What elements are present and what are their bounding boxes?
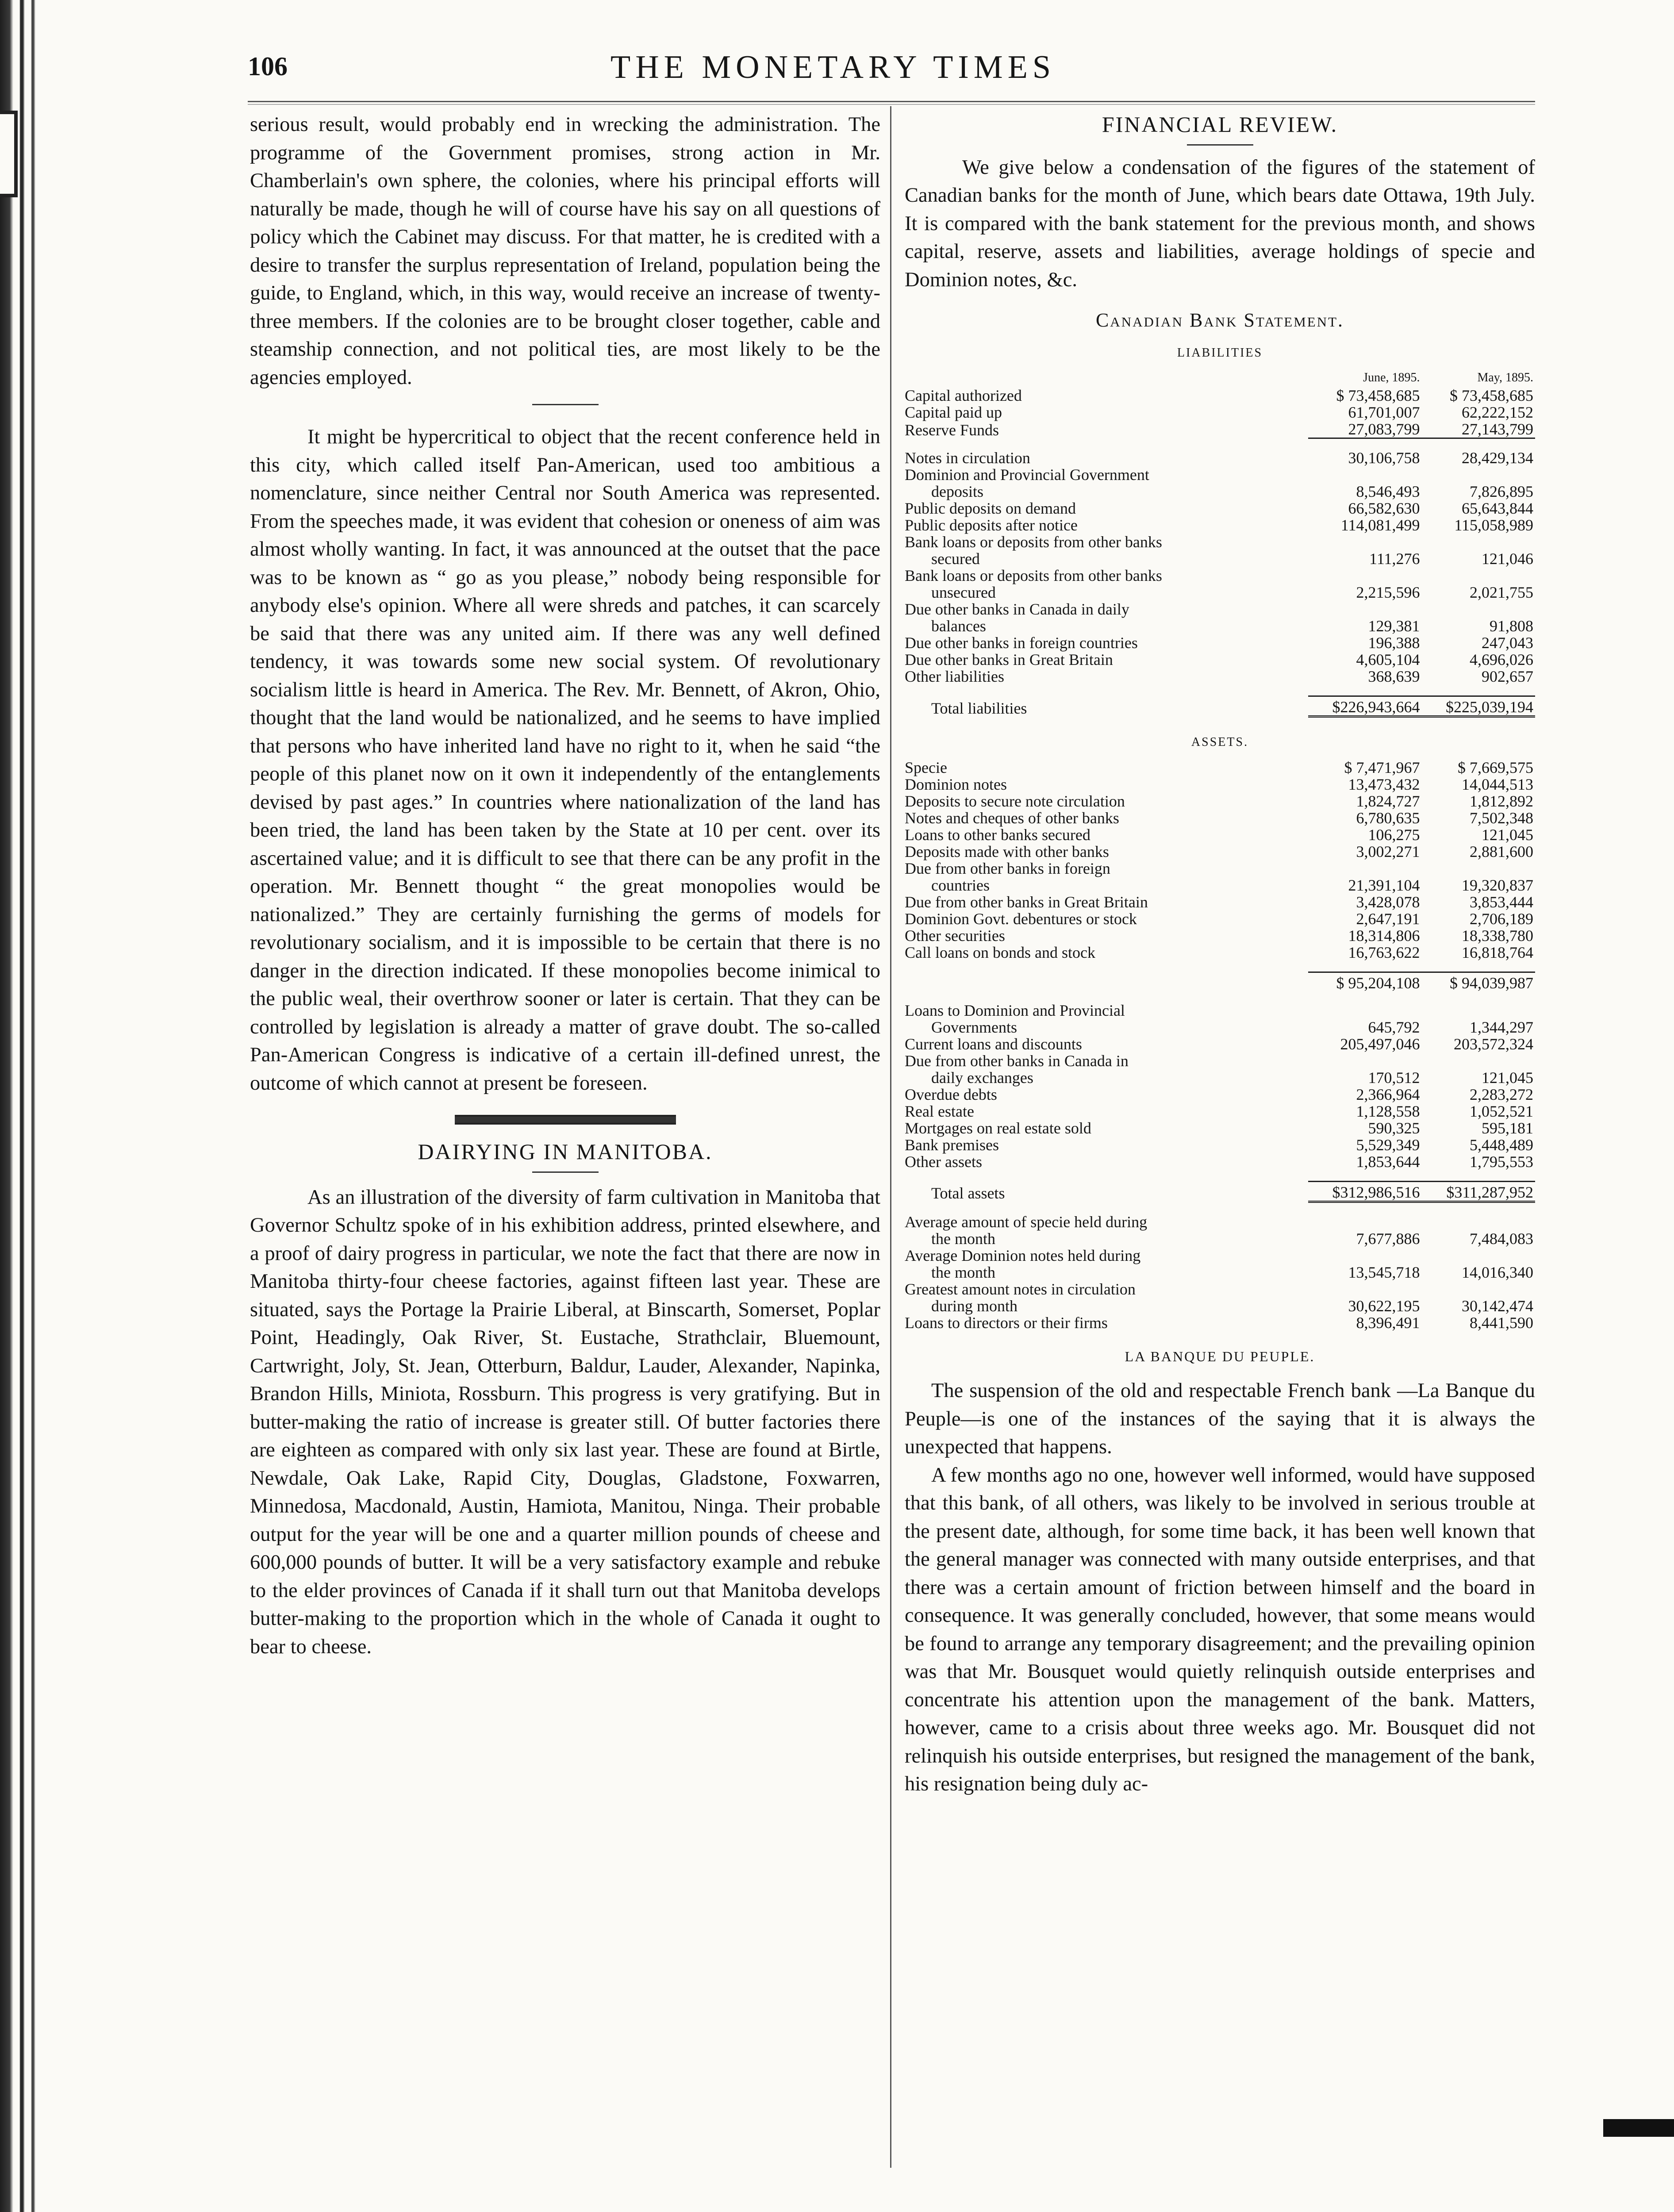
table-row	[905, 843, 1535, 860]
june-value: 3,002,271	[1356, 842, 1420, 860]
june-value: 18,314,806	[1348, 926, 1420, 945]
june-value: 129,381	[1368, 617, 1420, 635]
bank-statement-title: Canadian Bank Statement.	[1095, 309, 1344, 331]
may-value: 14,016,340	[1462, 1263, 1533, 1281]
article-continuation-paragraph: serious result, would probably end in wrecking the administration. The programme of the Government promises, strong action in Mr. Chamberlain's own sphere, the colonies, where his principal efforts will naturally be made, though he will of course have his say on all questions of policy which the Cabinet may discuss. For that matter, he is credited with a desire to transfer the surplus representation of Ireland, population being the guide, to England, which, in this way, would receive an increase of twenty-three members. If the colonies are to be brought closer together, cable and steamship connection, and not political ties, are most likely to be the agencies employed.	[250, 113, 880, 389]
table-row	[905, 500, 1535, 517]
row-label: Total assets	[931, 1184, 1005, 1202]
june-value: $ 73,458,685	[1336, 387, 1420, 404]
row-label: Overdue debts	[905, 1085, 997, 1103]
row-label: Due from other banks in Canada in	[905, 1052, 1129, 1070]
table-row	[905, 927, 1535, 944]
banque-paragraph-1: The suspension of the old and respectable French bank —La Banque du Peuple—is one of the instances of the saying that it is always the unexpected that happens.	[905, 1379, 1535, 1458]
table-row	[905, 1230, 1535, 1247]
may-value: 14,044,513	[1462, 775, 1533, 793]
june-value: 13,545,718	[1348, 1263, 1420, 1281]
row-label: Notes and cheques of other banks	[905, 809, 1119, 827]
may-value: 7,484,083	[1470, 1229, 1533, 1248]
may-value: 121,046	[1482, 550, 1533, 568]
page-number: 106	[248, 52, 288, 81]
june-value: 2,215,596	[1356, 584, 1420, 601]
table-row	[905, 404, 1535, 421]
june-value: 2,366,964	[1356, 1085, 1420, 1103]
table-row	[905, 1002, 1535, 1019]
june-value: 66,582,630	[1348, 499, 1420, 517]
table-row	[905, 567, 1535, 584]
row-label: Capital authorized	[905, 387, 1022, 404]
row-label: Bank loans or deposits from other banks	[905, 533, 1162, 551]
table-row	[905, 1036, 1535, 1052]
june-value: 3,428,078	[1356, 893, 1420, 911]
table-row	[905, 1137, 1535, 1153]
row-label-cont: deposits	[931, 483, 984, 500]
table-row	[905, 894, 1535, 910]
page-binding-edge	[0, 0, 53, 2212]
table-row	[905, 668, 1535, 685]
may-value: 203,572,324	[1454, 1035, 1533, 1053]
june-value: 170,512	[1368, 1068, 1420, 1087]
table-row	[905, 466, 1535, 483]
table-row	[905, 1120, 1535, 1137]
row-label: Mortgages on real estate sold	[905, 1119, 1091, 1137]
row-label: Specie	[905, 758, 947, 776]
table-row	[905, 1298, 1535, 1314]
june-value: $226,943,664	[1308, 696, 1422, 717]
table-row	[905, 651, 1535, 668]
june-value: 368,639	[1368, 668, 1420, 685]
pan-american-paragraph: It might be hypercritical to object that the recent conference held in this city, which called itself Pan-American, used too ambitious a nomenclature, since neither Central nor South America was represented. From the speeches made, it was evident that cohesion or oneness of aim was almost wholly wanting. In fact, it was announced at the outset that the pace was to be known as “ go as you please,” nobody being responsible for anybody else's opinion. Where all were shreds and patches, it can scarcely be said that there was any united aim. If there was any well defined tendency, it was towards some new social system. Of revolutionary socialism little is heard in America. The Rev. Mr. Bennett, of Akron, Ohio, thought that the land would be nationalized, and he seems to have implied that persons who have inherited land have no right to it, when he said “the people of this planet now on it own it independently of the entanglements devised by past ages.” In countries where nationalization of the land has been tried, the land has been taken by the State at 10 per cent. over its ascertained value; and it is difficult to see that there can be any profit in the operation. Mr. Bennett thought “ the great monopolies would be nationalized.” They are certainly furnishing the germs of models for revolutionary socialism, and it is impossible to be certain that there is no danger in the direction indicated. If these monopolies become inimical to the public weal, their overthrow sooner or later is certain. That they can be controlled by legislation is already a matter of grave doubt. The so-called Pan-American Congress is indicative of a certain ill-defined unrest, the outcome of which cannot at present be foreseen.	[250, 426, 880, 1094]
row-label: Dominion and Provincial Government	[905, 466, 1149, 484]
june-value: 106,275	[1368, 826, 1420, 844]
may-value: $311,287,952	[1422, 1181, 1536, 1202]
table-row	[905, 584, 1535, 601]
may-value: 595,181	[1482, 1119, 1533, 1137]
row-label: Capital paid up	[905, 403, 1002, 421]
title-underline	[1187, 144, 1253, 146]
table-row	[905, 534, 1535, 550]
may-value: 7,502,348	[1470, 809, 1533, 827]
may-value: 8,441,590	[1470, 1313, 1533, 1332]
table-row	[905, 860, 1535, 877]
june-value: 13,473,432	[1348, 775, 1420, 793]
table-row	[905, 1086, 1535, 1103]
row-label: Bank loans or deposits from other banks	[905, 567, 1162, 584]
total-assets-row	[905, 1181, 1535, 1202]
row-label: Loans to directors or their firms	[905, 1313, 1108, 1332]
table-row	[905, 877, 1535, 894]
may-value: 247,043	[1482, 634, 1533, 652]
june-value: 645,792	[1368, 1018, 1420, 1036]
may-value: 18,338,780	[1462, 926, 1533, 945]
june-value: 196,388	[1368, 634, 1420, 652]
table-row	[905, 1052, 1535, 1069]
table-row	[905, 618, 1535, 634]
col-june-header: June, 1895.	[1363, 371, 1420, 384]
row-label-cont: the month	[931, 1229, 995, 1248]
bank-statement-table	[905, 369, 1535, 718]
page-edge-mark	[1603, 2106, 1674, 2146]
june-value: 61,701,007	[1348, 403, 1420, 421]
june-value: 21,391,104	[1348, 876, 1420, 894]
may-value: $ 7,669,575	[1458, 758, 1533, 776]
column-divider	[890, 106, 891, 2168]
banque-paragraph-2: A few months ago no one, however well informed, would have supposed that this bank, of all others, was likely to be involved in serious trouble at the present date, although, for some time back, it has been well known that the general manager was connected with many outside enterprises, and that there was a certain amount of friction between himself and the board in consequence. It was generally concluded, however, that some means would be found to arrange any temporary disagreement; and the prevailing opinion was that Mr. Bousquet would quietly relinquish outside enterprises and concentrate his attention upon the management of the bank. Matters, however, came to a crisis about three weeks ago. Mr. Bousquet did not relinquish his outside enterprises, but resigned the management of the bank, his resignation being duly ac-	[905, 1463, 1535, 1795]
row-label: Real estate	[905, 1102, 974, 1120]
table-row	[905, 1069, 1535, 1086]
june-value: $ 95,204,108	[1308, 972, 1422, 991]
june-value: 8,546,493	[1356, 483, 1420, 500]
table-row	[905, 759, 1535, 776]
page-header	[248, 49, 1531, 97]
table-row	[905, 826, 1535, 843]
june-value: 590,325	[1368, 1119, 1420, 1137]
table-row	[905, 810, 1535, 826]
heavy-separator	[455, 1115, 676, 1125]
row-label: Other securities	[905, 926, 1005, 945]
june-value: 8,396,491	[1356, 1313, 1420, 1332]
may-value: 2,706,189	[1470, 910, 1533, 928]
financial-review-paragraph: We give below a condensation of the figures of the statement of Canadian banks for the month of June, which bears date Ottawa, 19th July. It is compared with the bank statement for the previous month, and shows capital, reserve, assets and liabilities, average holdings of specie and Dominion notes, &c.	[905, 156, 1535, 291]
table-header-row	[905, 369, 1535, 387]
table-row	[905, 601, 1535, 618]
june-value: 111,276	[1369, 550, 1420, 568]
may-value: 121,045	[1482, 826, 1533, 844]
table-row	[905, 944, 1535, 961]
row-label: Dominion Govt. debentures or stock	[905, 910, 1137, 928]
may-value: $ 73,458,685	[1450, 387, 1533, 404]
may-value: 30,142,474	[1462, 1297, 1533, 1315]
table-row	[905, 1247, 1535, 1264]
row-label: Deposits made with other banks	[905, 842, 1109, 860]
june-value: 4,605,104	[1356, 651, 1420, 668]
row-label: Public deposits on demand	[905, 499, 1076, 517]
june-value: $ 7,471,967	[1344, 758, 1420, 776]
dairying-paragraph: As an illustration of the diversity of farm cultivation in Manitoba that Governor Schultz spoke of in his exhibition address, printed elsewhere, and a proof of dairy progress in particular, we note the fact that there are now in Manitoba thirty-four cheese factories, against fifteen last year. These are situated, says the Portage la Prairie Liberal, at Binscarth, Somerset, Poplar Point, Headingly, Oak River, St. Eustache, Strathclair, Bluemount, Cartwright, Joly, St. Jean, Otterburn, Baldur, Lauder, Alexander, Napinka, Brandon Hills, Miniota, Rossburn. This progress is very gratifying. But in butter-making the ratio of increase is greater still. Of butter factories there are eighteen as compared with only six last year. These are found at Birtle, Newdale, Oak Lake, Rapid City, Douglas, Gladstone, Foxwarren, Minnedosa, Macdonald, Austin, Hamiota, Manitou, Ninga. Their probable output for the year will be one and a quarter million pounds of cheese and 600,000 pounds of butter. It will be a very satisfactory example and rebuke to the elder provinces of Canada if it shall turn out that Manitoba develops butter-making to the proportion which in the whole of Canada it ought to bear to cheese.	[250, 1186, 880, 1658]
june-value: 30,622,195	[1348, 1297, 1420, 1315]
table-row	[905, 1019, 1535, 1036]
may-value: 91,808	[1490, 617, 1533, 635]
masthead-title: THE MONETARY TIMES	[610, 49, 1056, 85]
may-value: 3,853,444	[1470, 893, 1533, 911]
may-value: 121,045	[1482, 1068, 1533, 1087]
row-label: Dominion notes	[905, 775, 1007, 793]
may-value: 16,818,764	[1462, 943, 1533, 961]
may-value: 1,344,297	[1470, 1018, 1533, 1036]
may-value: 4,696,026	[1470, 651, 1533, 668]
table-row	[905, 776, 1535, 793]
june-value: 1,824,727	[1356, 792, 1420, 810]
row-label-cont: unsecured	[931, 584, 996, 601]
row-label-cont: countries	[931, 876, 990, 894]
table-row	[905, 1153, 1535, 1170]
section-separator	[532, 404, 599, 405]
may-value: 2,881,600	[1470, 842, 1533, 860]
table-row	[905, 1264, 1535, 1281]
header-rule	[248, 101, 1535, 105]
may-value: 65,643,844	[1462, 499, 1533, 517]
row-label-cont: balances	[931, 617, 986, 635]
table-row	[905, 387, 1535, 404]
table-row	[905, 1214, 1535, 1230]
june-value: 114,081,499	[1340, 516, 1420, 534]
row-label: Due from other banks in foreign	[905, 859, 1110, 877]
may-value: 2,021,755	[1470, 584, 1533, 601]
table-row	[905, 421, 1535, 438]
table-row	[905, 517, 1535, 534]
table-row	[905, 449, 1535, 466]
title-underline	[532, 1171, 599, 1173]
row-label: Other assets	[905, 1152, 982, 1171]
june-value: 205,497,046	[1340, 1035, 1420, 1053]
row-label-cont: the month	[931, 1263, 995, 1281]
row-label-cont: daily exchanges	[931, 1068, 1033, 1087]
june-value: 6,780,635	[1356, 809, 1420, 827]
total-liabilities-row	[905, 696, 1535, 717]
may-value: 1,812,892	[1470, 792, 1533, 810]
left-column	[250, 111, 880, 1661]
row-label: Other liabilities	[905, 668, 1004, 685]
financial-review-title: FINANCIAL REVIEW.	[1102, 112, 1338, 137]
row-label: Bank premises	[905, 1136, 999, 1154]
assets-heading: ASSETS.	[1191, 735, 1249, 749]
row-label: Deposits to secure note circulation	[905, 792, 1125, 810]
table-row	[905, 1314, 1535, 1331]
row-label: Notes in circulation	[905, 449, 1030, 467]
may-value: 2,283,272	[1470, 1085, 1533, 1103]
row-label: Due other banks in Canada in daily	[905, 600, 1129, 618]
may-value: 28,429,134	[1462, 449, 1533, 467]
right-column	[905, 111, 1535, 1798]
june-value: 7,677,886	[1356, 1229, 1420, 1248]
row-label: Due from other banks in Great Britain	[905, 893, 1148, 911]
table-row	[905, 483, 1535, 500]
table-row	[905, 910, 1535, 927]
june-value: 16,763,622	[1348, 943, 1420, 961]
assets-subtotal-row	[905, 972, 1535, 991]
june-value: $312,986,516	[1308, 1181, 1422, 1202]
liabilities-heading: LIABILITIES	[1177, 346, 1263, 360]
table-row	[905, 634, 1535, 651]
june-value: 27,083,799	[1308, 421, 1422, 438]
may-value: 62,222,152	[1462, 403, 1533, 421]
june-value: 2,647,191	[1356, 910, 1420, 928]
may-value: $ 94,039,987	[1422, 972, 1536, 991]
row-label: Public deposits after notice	[905, 516, 1078, 534]
row-label: Call loans on bonds and stock	[905, 943, 1095, 961]
binding-tab	[0, 111, 18, 197]
june-value: 30,106,758	[1348, 449, 1420, 467]
row-label: Due other banks in foreign countries	[905, 634, 1138, 652]
row-label-cont: Governments	[931, 1018, 1017, 1036]
june-value: 1,128,558	[1356, 1102, 1420, 1120]
may-value: 115,058,989	[1454, 516, 1533, 534]
may-value: $225,039,194	[1422, 696, 1536, 717]
may-value: 19,320,837	[1462, 876, 1533, 894]
row-label: Loans to Dominion and Provincial	[905, 1001, 1125, 1019]
row-label: Loans to other banks secured	[905, 826, 1090, 844]
banque-du-peuple-title: LA BANQUE DU PEUPLE.	[1125, 1348, 1315, 1364]
row-label: Reserve Funds	[905, 421, 999, 439]
row-label: Current loans and discounts	[905, 1035, 1082, 1053]
table-row	[905, 550, 1535, 567]
may-value: 1,795,553	[1470, 1152, 1533, 1171]
row-label-cont: during month	[931, 1297, 1017, 1315]
row-label: Average amount of specie held during	[905, 1213, 1148, 1231]
table-row	[905, 1103, 1535, 1120]
row-label: Average Dominion notes held during	[905, 1246, 1141, 1264]
row-label-cont: secured	[931, 550, 980, 568]
assets-table	[905, 759, 1535, 1331]
table-row	[905, 793, 1535, 810]
may-value: 1,052,521	[1470, 1102, 1533, 1120]
row-label: Greatest amount notes in circulation	[905, 1280, 1136, 1298]
table-row	[905, 1281, 1535, 1298]
may-value: 27,143,799	[1422, 421, 1536, 438]
may-value: 902,657	[1482, 668, 1533, 685]
june-value: 1,853,644	[1356, 1152, 1420, 1171]
row-label: Total liabilities	[931, 699, 1027, 717]
may-value: 5,448,489	[1470, 1136, 1533, 1154]
may-value: 7,826,895	[1470, 483, 1533, 500]
row-label: Due other banks in Great Britain	[905, 651, 1113, 668]
june-value: 5,529,349	[1356, 1136, 1420, 1154]
dairying-title: DAIRYING IN MANITOBA.	[418, 1139, 713, 1164]
col-may-header: May, 1895.	[1477, 371, 1533, 384]
